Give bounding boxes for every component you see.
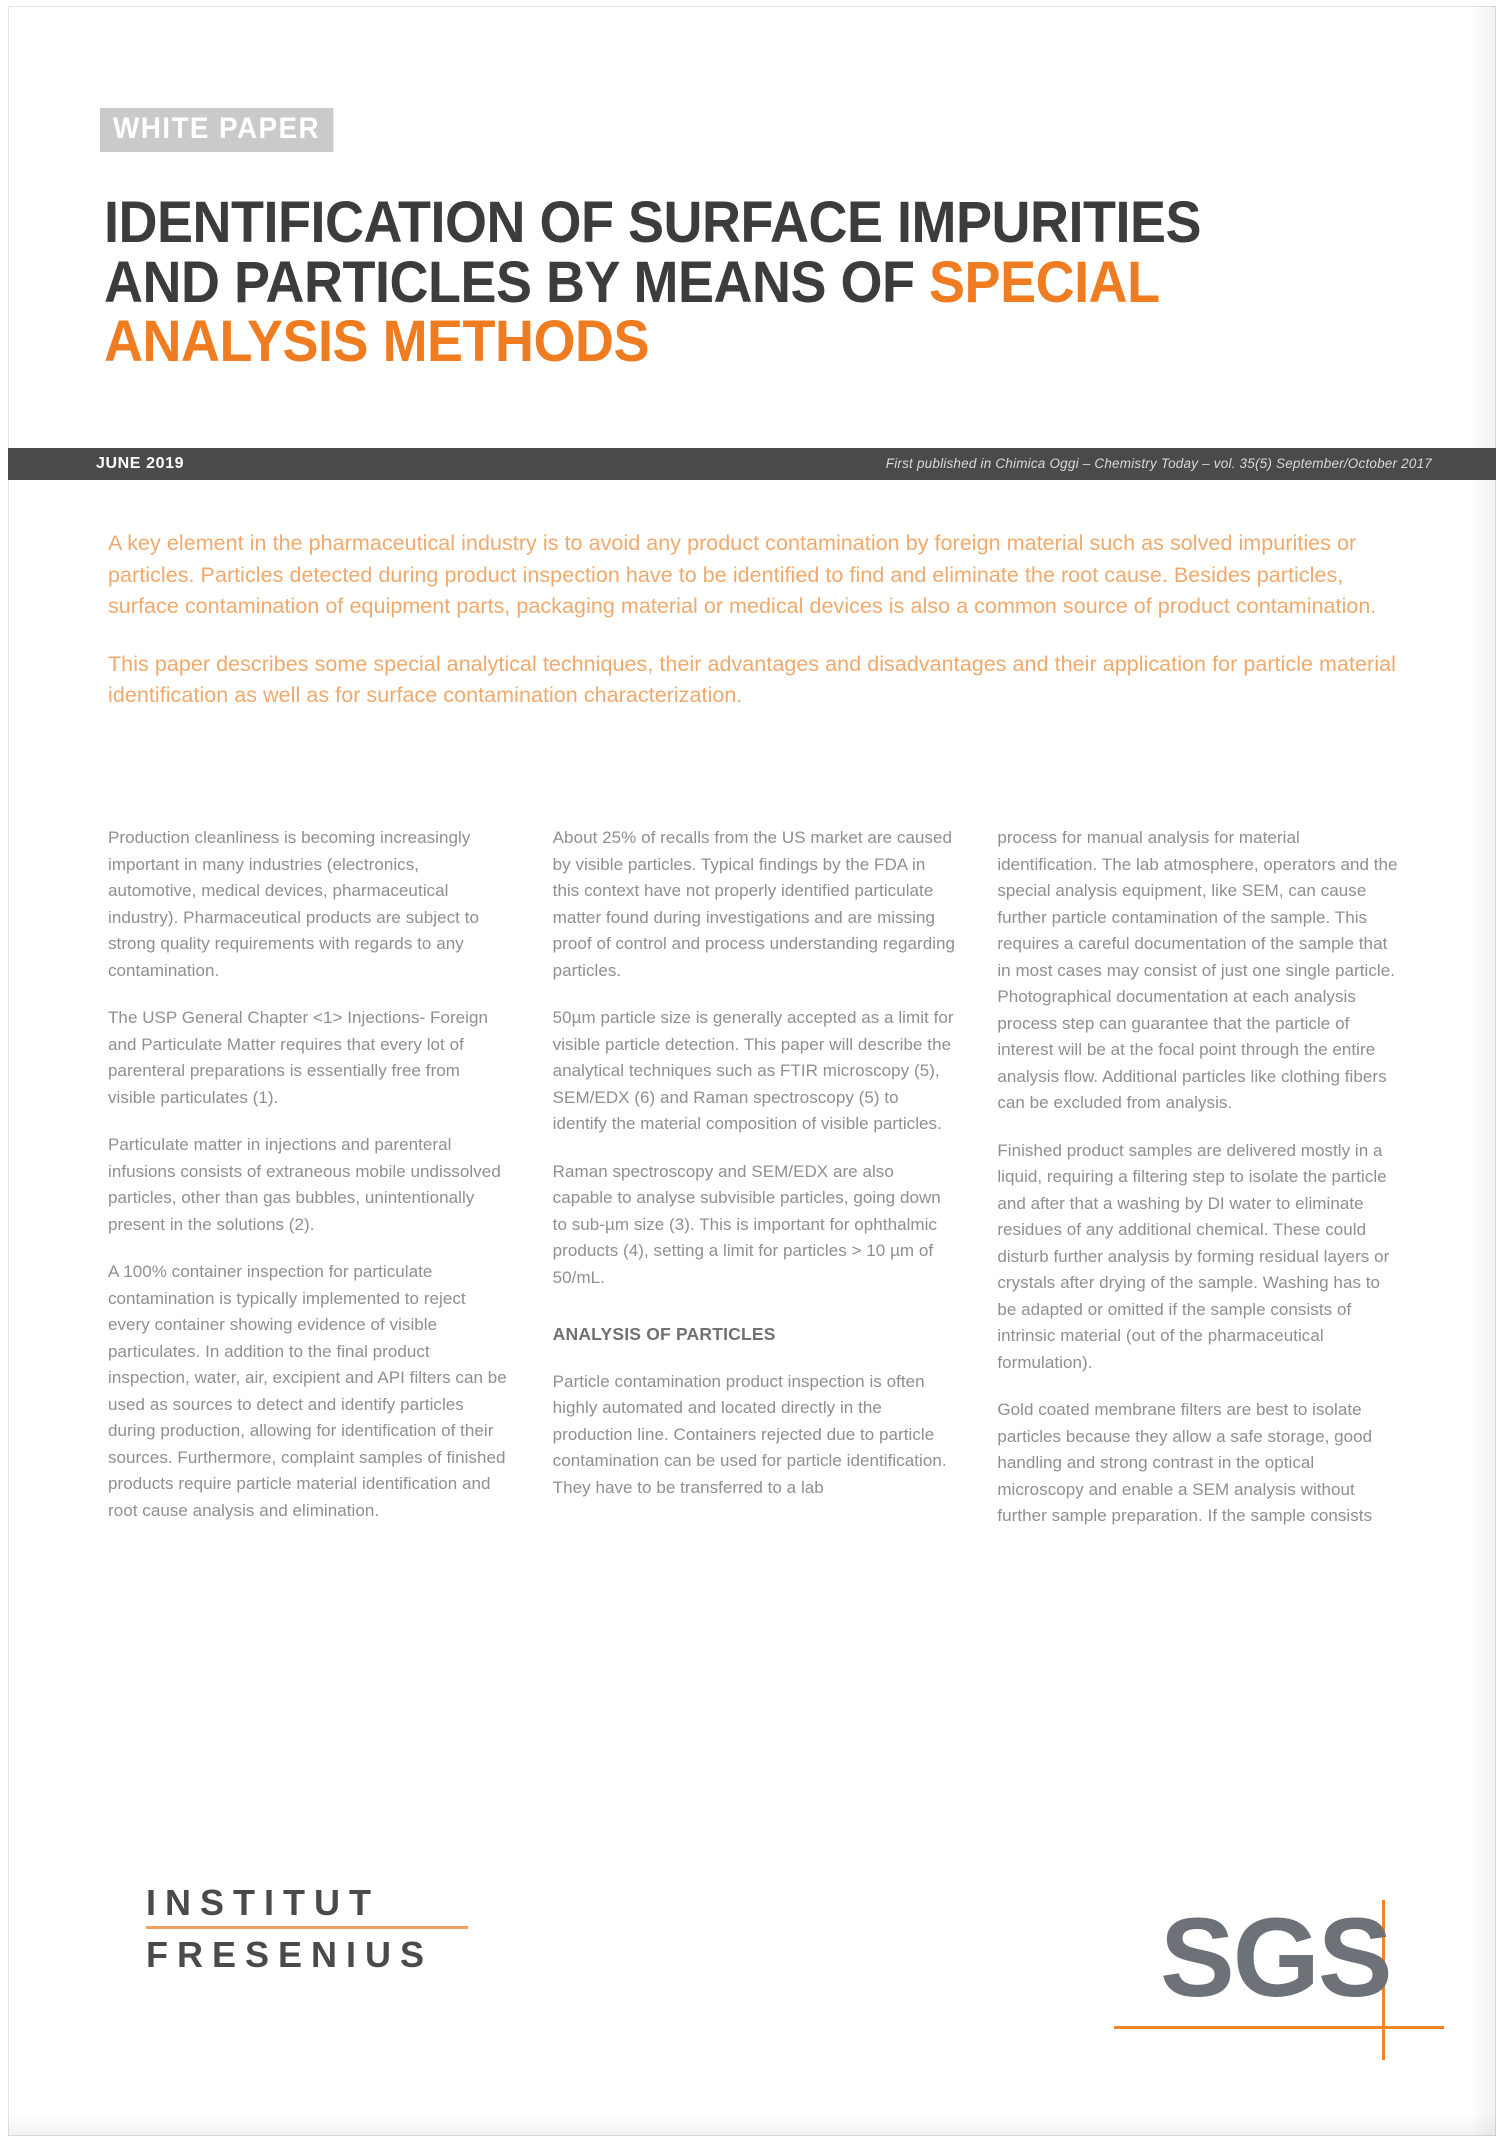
- paragraph: The USP General Chapter <1> Injections- Foreign and Particulate Matter requires that every lot of parenteral preparations is essentially free from visible particulates (1).: [108, 1008, 489, 1107]
- paragraph: process for manual analysis for material identification. The lab atmosphere, operators and the special analysis equipment, like SEM, can cause further particle contamination of the sample. This requires a careful documentation of the sample that in most cases may consist of just one single particle. Photographical documentation at each analysis process step can guarantee that the particle of interest will be at the focal point through the entire analysis flow. Additional particles like clothing fibers can be excluded from analysis.: [997, 828, 1398, 1113]
- paragraph: A 100% container inspection for particulate contamination is typically implemented to reject every container showing evidence of visible particulates. In addition to the final product inspection, water, air, excipient and API filters can be used as sources to detect and identify particles during production, allowing for identification of their sources. Furthermore, complaint samples of finished products require particle material identification and root cause analysis and elimination.: [108, 1262, 507, 1520]
- sgs-logo-text: SGS: [1160, 1895, 1391, 2020]
- intro-paragraph-1: A key element in the pharmaceutical industry is to avoid any product contamination by foreign material such as solved impurities or particles. Particles detected during product inspection have to be identified to find and eliminate the root cause. Besides particles, surface contamination of equipment parts, packaging material or medical devices is also a common source of product contamination.: [108, 531, 1377, 619]
- body-columns: [108, 825, 1400, 1530]
- publication-date: JUNE 2019: [96, 455, 185, 472]
- paragraph: About 25% of recalls from the US market are caused by visible particles. Typical findings by the FDA in this context have not properly identified particulate matter found during investigations and are missing proof of control and process understanding regarding particles.: [552, 828, 956, 980]
- page-right-shadow: [1470, 6, 1496, 2136]
- body-column-2: [553, 825, 956, 1530]
- paragraph: 50µm particle size is generally accepted as a limit for visible particle detection. This paper will describe the analytical techniques such as FTIR microscopy (5), SEM/EDX (6) and Raman spectroscopy (5) to identify the material composition of visible particles.: [552, 1008, 954, 1134]
- paragraph: Finished product samples are delivered mostly in a liquid, requiring a filtering step to isolate the particle and after that a washing by DI water to eliminate residues of any additional chemical. These could disturb further analysis by forming residual layers or crystals after drying of the sample. Washing has to be adapted or omitted if the sample consists of intrinsic material (out of the pharmaceutical formulation).: [997, 1140, 1390, 1372]
- title-line-1: IDENTIFICATION OF SURFACE IMPURITIES: [104, 190, 1202, 255]
- paragraph: Production cleanliness is becoming increasingly important in many industries (electronics, automotive, medical devices, pharmaceutical industry). Pharmaceutical products are subject to strong quality requirements with regards to any contamination.: [108, 828, 479, 980]
- sgs-logo-horizontal-rule: [1114, 2026, 1444, 2029]
- body-column-3: [997, 825, 1400, 1530]
- fresenius-logo-line-1: INSTITUT: [146, 1882, 380, 1923]
- title-line-2-accent: SPECIAL: [929, 249, 1160, 315]
- title-line-2-dark: AND PARTICLES BY MEANS OF: [104, 249, 930, 315]
- white-paper-badge: WHITE PAPER: [100, 108, 333, 152]
- title-line-3-accent: ANALYSIS METHODS: [104, 309, 650, 375]
- paragraph: Gold coated membrane filters are best to isolate particles because they allow a safe storage, good handling and strong contrast in the optical microscopy and enable a SEM analysis without further sample preparation. If the sample consists: [997, 1400, 1373, 1526]
- publication-note: First published in Chimica Oggi – Chemistry Today – vol. 35(5) September/October 2017: [885, 456, 1432, 471]
- sgs-logo: [1154, 1870, 1444, 2060]
- paragraph: Particulate matter in injections and parenteral infusions consists of extraneous mobile undissolved particles, other than gas bubbles, unintentionally present in the solutions (2).: [108, 1135, 501, 1234]
- paragraph: Particle contamination product inspection is often highly automated and located directly in the production line. Containers rejected due to particle contamination can be used for particle identification. They have to be transferred to a lab: [552, 1371, 947, 1497]
- paragraph: Raman spectroscopy and SEM/EDX are also capable to analyse subvisible particles, going down to sub-µm size (3). This is important for ophthalmic products (4), setting a limit for particles > 10 µm of 50/mL.: [552, 1161, 941, 1287]
- page-bottom-shadow: [8, 2112, 1496, 2136]
- page-title: [104, 190, 1332, 375]
- body-column-1: [108, 825, 511, 1530]
- intro-abstract: [108, 528, 1398, 712]
- fresenius-logo-rule: [146, 1926, 468, 1929]
- section-heading-analysis-of-particles: ANALYSIS OF PARTICLES: [552, 1324, 776, 1345]
- fresenius-logo-line-2: FRESENIUS: [146, 1934, 434, 1976]
- intro-paragraph-2: This paper describes some special analytical techniques, their advantages and disadvantages and their application for particle material identification as well as for surface contamination characterization.: [108, 651, 1396, 708]
- institut-fresenius-logo: [146, 1882, 476, 1977]
